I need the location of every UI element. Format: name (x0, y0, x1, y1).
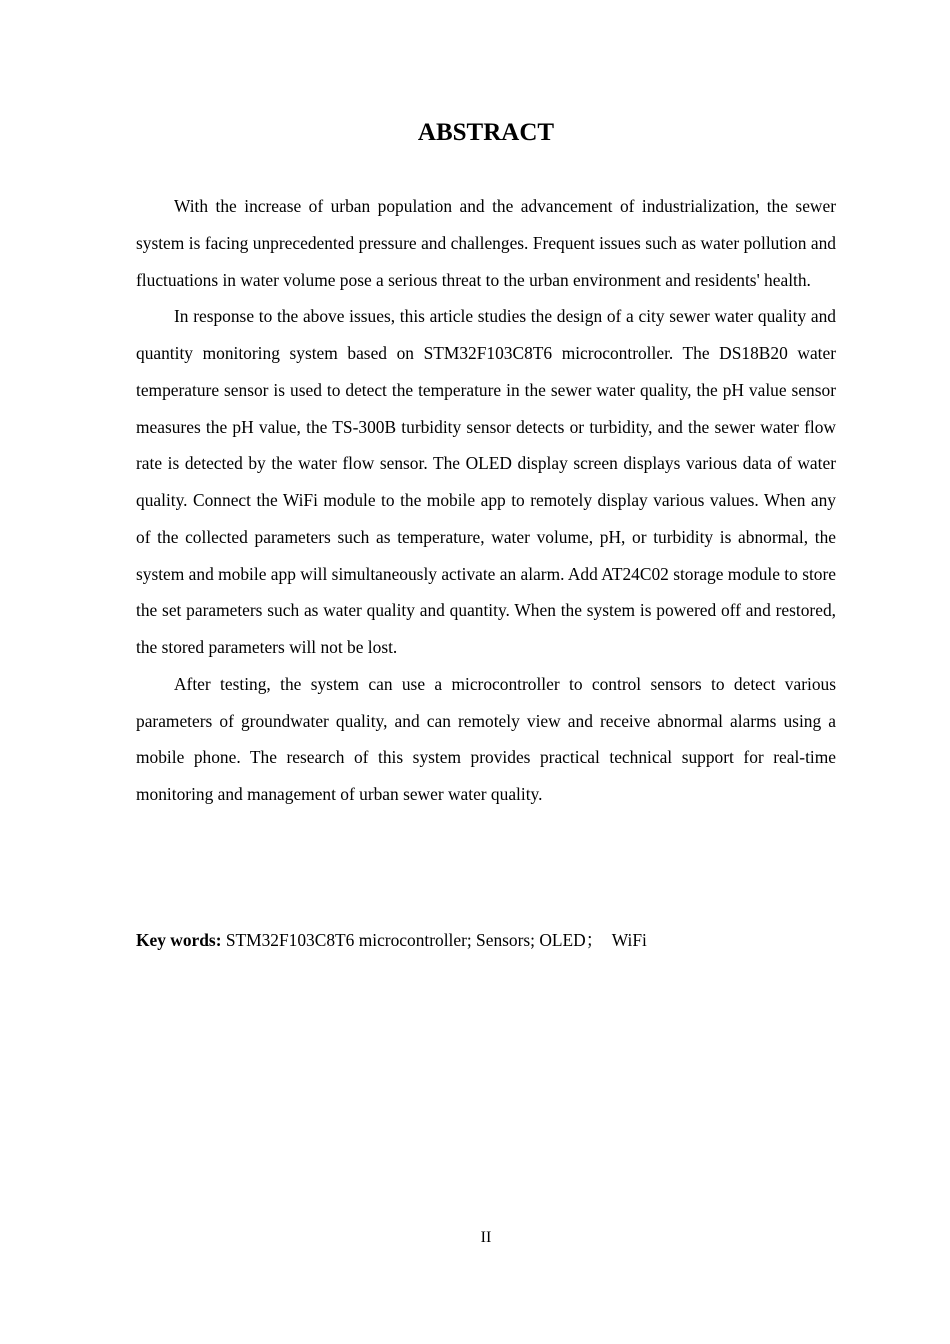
abstract-title: ABSTRACT (417, 119, 555, 146)
abstract-body (136, 188, 836, 813)
keywords-line (136, 922, 836, 958)
keywords-label: Key words: (136, 930, 222, 950)
abstract-paragraph-1: With the increase of urban population and the advancement of industrialization, the sewer system is facing unprecedented pressure and challenges. Frequent issues such as water pollution and fluctuations in water volume pose a serious threat to the urban environment and residents' health. (136, 196, 836, 290)
abstract-paragraph-2: In response to the above issues, this article studies the design of a city sewer water quality and quantity monitoring system based on STM32F103C8T6 microcontroller. The DS18B20 water temperature sensor is used to detect the temperature in the sewer water quality, the pH value sensor measures the pH value, the TS-300B turbidity sensor detects or turbidity, and the sewer water flow rate is detected by the water flow sensor. The OLED display screen displays various data of water quality. Connect the WiFi module to the mobile app to remotely display various values. When any of the collected parameters such as temperature, water volume, pH, or turbidity is abnormal, the system and mobile app will simultaneously activate an alarm. Add AT24C02 storage module to store the set parameters such as water quality and quantity. When the system is powered off and restored, the stored parameters will not be lost. (136, 306, 836, 657)
abstract-paragraph-3: After testing, the system can use a microcontroller to control sensors to detect various parameters of groundwater quality, and can remotely view and receive abnormal alarms using a mobile phone. The research of this system provides practical technical support for real-time monitoring and management of urban sewer water quality. (136, 673, 836, 804)
keywords-text: STM32F103C8T6 microcontroller; Sensors; OLED； WiFi (221, 930, 647, 950)
page-number: II (480, 1229, 492, 1246)
